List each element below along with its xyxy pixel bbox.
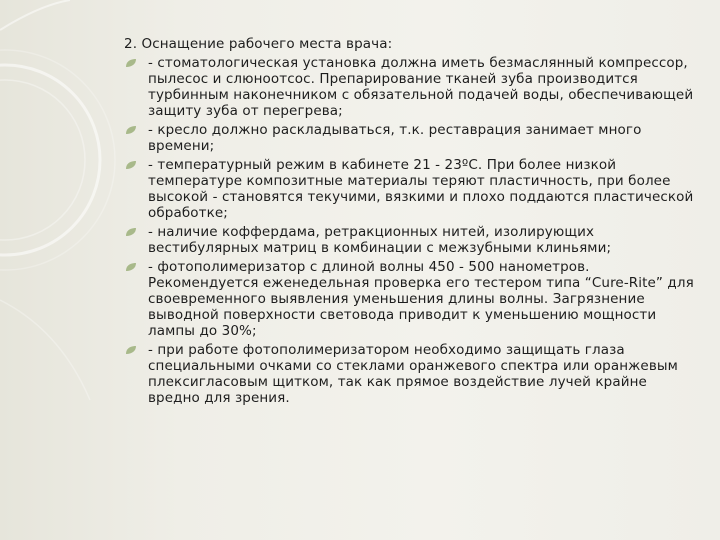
list-item: [124, 224, 694, 256]
slide-heading: 2. Оснащение рабочего места врача:: [124, 36, 393, 52]
bullet-list: [124, 55, 694, 406]
list-item-text: - температурный режим в кабинете 21 - 23ºС. При более низкой температуре композитные материалы теряют пластичность, при более высокой - становятся текучими, вязкими и плохо поддаются пластической обработке;: [148, 157, 694, 221]
slide-content: [124, 36, 694, 409]
list-item: [124, 122, 694, 154]
leaf-bullet-icon: [125, 160, 137, 170]
list-item: [124, 157, 694, 221]
list-item-text: - наличие коффердама, ретракционных нитей, изолирующих вестибулярных матриц в комбинации с межзубными клиньями;: [148, 224, 612, 256]
list-item: [124, 259, 694, 339]
list-item-text: - при работе фотополимеризатором необходимо защищать глаза специальными очками со стеклами оранжевого спектра или оранжевым плексигласовым щитком, так как прямое воздействие лучей крайне вредно для зрения.: [148, 342, 678, 406]
list-item-text: - кресло должно раскладываться, т.к. реставрация занимает много времени;: [148, 122, 642, 154]
leaf-bullet-icon: [125, 345, 137, 355]
leaf-bullet-icon: [125, 262, 137, 272]
leaf-bullet-icon: [125, 227, 137, 237]
list-item: [124, 55, 694, 119]
leaf-bullet-icon: [125, 125, 137, 135]
leaf-bullet-icon: [125, 58, 137, 68]
list-item-text: - фотополимеризатор с длиной волны 450 - 500 нанометров. Рекомендуется еженедельная проверка его тестером типа “Cure-Rite” для своевременного выявления уменьшения длины волны. Загрязнение выводной поверхности световода приводит к уменьшению мощности лампы до 30%;: [148, 259, 694, 339]
list-item-text: - стоматологическая установка должна иметь безмаслянный компрессор, пылесос и слюноотсос. Препарирование тканей зуба производится турбинным наконечником с обязательной подачей воды, обеспечивающей защиту зуба от перегрева;: [148, 55, 694, 119]
list-item: [124, 342, 694, 406]
